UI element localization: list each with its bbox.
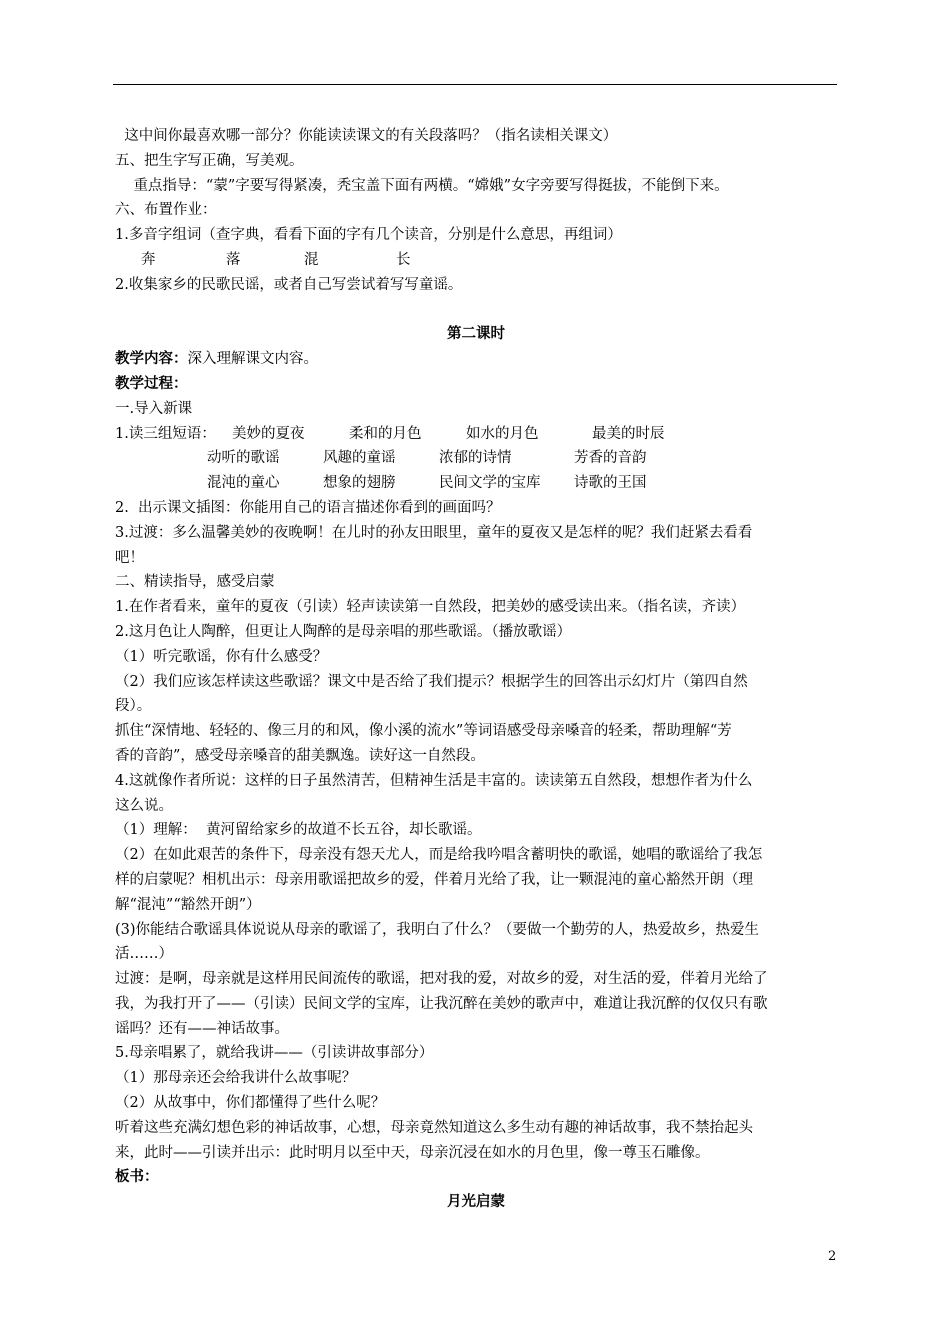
text-line: 4.这就像作者所说：这样的日子虽然清苦，但精神生活是丰富的。读读第五自然段，想想作者为什么 — [115, 772, 753, 789]
text-line: （1）听完歌谣，你有什么感受？ — [115, 648, 328, 665]
text-line: 重点指导：“蒙”字要写得紧凑，秃宝盖下面有两横。“嫦娥”女字旁要写得挺拔，不能倒下来。 — [115, 177, 729, 194]
phrase: 芳香的音韵 — [574, 450, 647, 467]
text-line: 3.过渡：多么温馨美妙的夜晚啊！在儿时的孙友田眼里，童年的夏夜又是怎样的呢？我们赶紧去看看 — [115, 524, 753, 541]
board-title: 月光启蒙 — [447, 1193, 505, 1211]
page-number: 2 — [828, 1249, 837, 1264]
polyphone-char: 混 — [304, 251, 319, 268]
phrase: 最美的时辰 — [592, 425, 665, 442]
content-label: 教学内容： — [115, 350, 188, 368]
text-line: （1）理解： 黄河留给家乡的故道不长五谷，却长歌谣。 — [115, 822, 482, 839]
phrase: 如水的月色 — [466, 425, 539, 442]
text-line: 过渡：是啊，母亲就是这样用民间流传的歌谣，把对我的爱，对故乡的爱，对生活的爱，伴着月光给了 — [115, 971, 768, 988]
phrase: 民间文学的宝库 — [439, 475, 541, 492]
text-line: （1）那母亲还会给我讲什么故事呢？ — [115, 1070, 357, 1087]
text-line: 五、把生字写正确，写美观。 — [115, 152, 304, 169]
text-line: （2）在如此艰苦的条件下，母亲没有怨天尤人，而是给我吟唱含蓄明快的歌谣，她唱的歌谣给了我怎 — [115, 847, 763, 864]
text-line: 1.在作者看来，童年的夏夜（引读）轻声读读第一自然段，把美妙的感受读出来。（指名读，齐读） — [115, 599, 746, 616]
board-label: 板书： — [115, 1168, 159, 1186]
text-line: 段）。 — [115, 698, 152, 715]
phrase: 风趣的童谣 — [323, 450, 396, 467]
text-line: 2.这月色让人陶醉，但更让人陶醉的是母亲唱的那些歌谣。（播放歌谣） — [115, 623, 572, 640]
text-line: 谣吗？还有——神话故事。 — [115, 1020, 289, 1037]
body-paragraphs — [115, 496, 837, 1166]
polyphone-char: 落 — [226, 251, 241, 268]
text-line: 香的音韵”，感受母亲嗓音的甜美飘逸。读好这一自然段。 — [115, 747, 485, 764]
text-line: 1.多音字组词（查字典，看看下面的字有几个读音，分别是什么意思，再组词） — [115, 227, 622, 244]
polyphone-char: 奔 — [141, 251, 156, 268]
phrase: 诗歌的王国 — [574, 475, 647, 492]
text-line: 这么说。 — [115, 797, 173, 814]
header-rule — [113, 84, 837, 85]
phrase: 浓郁的诗情 — [439, 450, 512, 467]
phrase: 动听的歌谣 — [207, 450, 280, 467]
content-text: 深入理解课文内容。 — [187, 351, 318, 368]
text-line: 样的启蒙呢？相机出示：母亲用歌谣把故乡的爱，伴着月光给了我，让一颗混沌的童心豁然开朗（理 — [115, 871, 753, 888]
text-line: 活……） — [115, 946, 173, 963]
text-line: 六、布置作业： — [115, 202, 217, 219]
text-line: （2）从故事中，你们都懂得了些什么呢？ — [115, 1095, 386, 1112]
text-line: 解“混沌”“豁然开朗”） — [115, 896, 261, 913]
section-title: 第二课时 — [447, 325, 505, 343]
top-paragraphs — [115, 124, 837, 248]
phrase: 混沌的童心 — [207, 475, 280, 492]
phrase-row — [115, 422, 837, 447]
text-line: 这中间你最喜欢哪一部分？你能读读课文的有关段落吗？（指名读相关课文） — [115, 128, 618, 144]
phrase: 柔和的月色 — [349, 425, 422, 442]
text-line: 我，为我打开了——（引读）民间文学的宝库，让我沉醉在美妙的歌声中，难道让我沉醉的仅仅只有歌 — [115, 995, 768, 1012]
phrase: 美妙的夏夜 — [232, 425, 305, 442]
teaching-content — [115, 347, 837, 372]
text-line: 抓住“深情地、轻轻的、像三月的和风，像小溪的流水”等词语感受母亲嗓音的轻柔，帮助理解“芳 — [115, 723, 732, 740]
homework-item-2: 2.收集家乡的民歌民谣，或者自己写尝试着写写童谣。 — [115, 276, 463, 293]
text-line: 二、精读指导，感受启蒙 — [115, 574, 275, 591]
text-line: 5.母亲唱累了，就给我讲——（引读讲故事部分） — [115, 1045, 434, 1062]
polyphone-row — [115, 248, 837, 273]
text-line: （2）我们应该怎样读这些歌谣？课文中是否给了我们提示？根据学生的回答出示幻灯片（第四自然 — [115, 673, 748, 690]
phrase-row — [115, 446, 837, 471]
phrase-row — [115, 471, 837, 496]
intro-heading: 一.导入新课 — [115, 400, 193, 417]
text-line: 听着这些充满幻想色彩的神话故事，心想，母亲竟然知道这么多生动有趣的神话故事，我不禁抬起头 — [115, 1119, 753, 1136]
text-line: 来，此时——引读并出示：此时明月以至中天，母亲沉浸在如水的月色里，像一尊玉石雕像。 — [115, 1144, 710, 1161]
process-label: 教学过程： — [115, 374, 188, 392]
phrases-prefix: 1.读三组短语： — [115, 425, 216, 442]
phrase: 想象的翅膀 — [323, 475, 396, 492]
document-body — [115, 124, 837, 1215]
text-line: 吧！ — [115, 549, 144, 566]
text-line: 2. 出示课文插图：你能用自己的语言描述你看到的画面吗？ — [115, 499, 501, 516]
text-line: (3)你能结合歌谣具体说说从母亲的歌谣了，我明白了什么？（要做一个勤劳的人，热爱故乡，热爱生 — [115, 921, 760, 938]
polyphone-char: 长 — [396, 251, 411, 268]
